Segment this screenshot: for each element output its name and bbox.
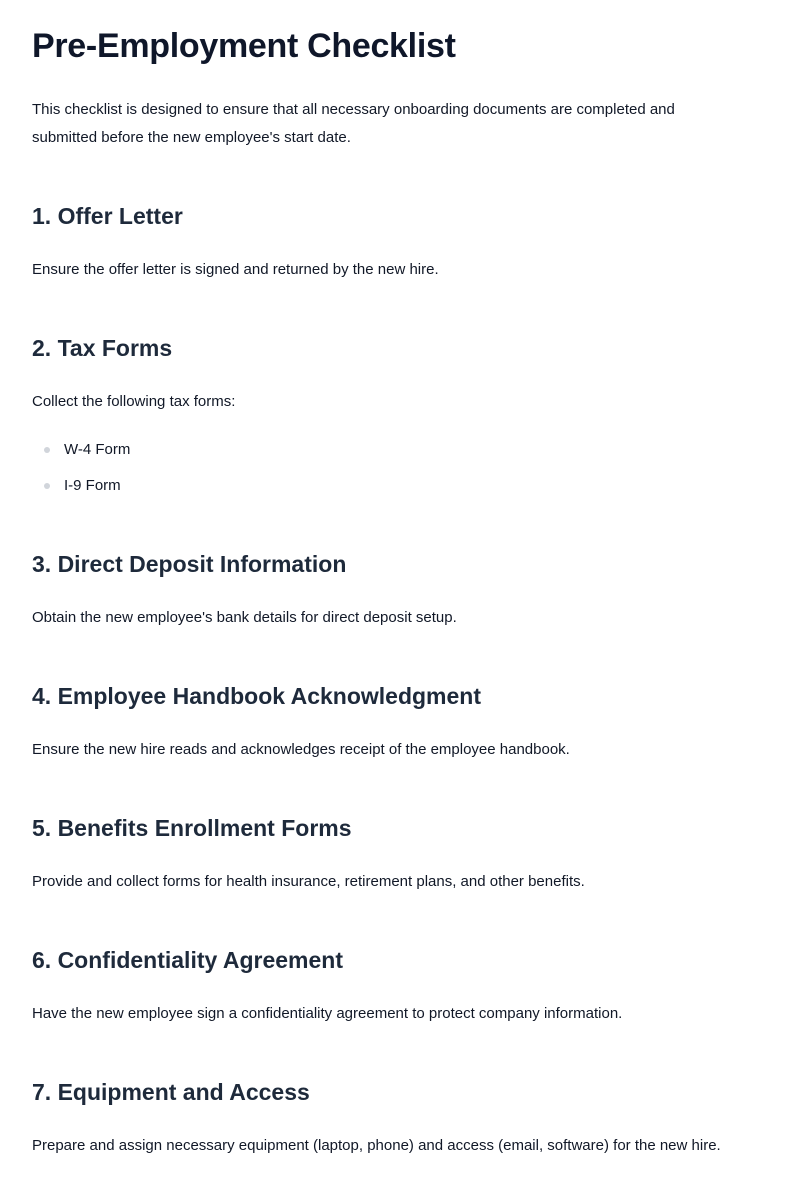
- section-heading-equipment: 7. Equipment and Access: [32, 1079, 310, 1105]
- section-text-confidentiality: Have the new employee sign a confidentiality agreement to protect company information.: [32, 1005, 623, 1022]
- section-heading-handbook: 4. Employee Handbook Acknowledgment: [32, 683, 482, 709]
- bullet-icon: [44, 447, 50, 453]
- section-heading-confidentiality: 6. Confidentiality Agreement: [32, 947, 343, 973]
- section-text-equipment: Prepare and assign necessary equipment (laptop, phone) and access (email, software) for the new hire.: [32, 1137, 721, 1154]
- section-text-tax-forms: Collect the following tax forms:: [32, 393, 236, 410]
- list-item-label: W-4 Form: [64, 441, 131, 458]
- section-heading-tax-forms: 2. Tax Forms: [32, 335, 173, 361]
- page-title: Pre-Employment Checklist: [32, 27, 456, 65]
- tax-forms-list: [32, 438, 130, 510]
- section-text-handbook: Ensure the new hire reads and acknowledges receipt of the employee handbook.: [32, 741, 570, 758]
- list-item-label: I-9 Form: [64, 477, 121, 494]
- section-text-direct-deposit: Obtain the new employee's bank details for direct deposit setup.: [32, 609, 457, 626]
- section-heading-direct-deposit: 3. Direct Deposit Information: [32, 551, 347, 577]
- bullet-icon: [44, 483, 50, 489]
- section-heading-benefits: 5. Benefits Enrollment Forms: [32, 815, 352, 841]
- section-text-offer-letter: Ensure the offer letter is signed and returned by the new hire.: [32, 261, 439, 278]
- intro-paragraph: This checklist is designed to ensure that all necessary onboarding documents are completed and submitted before the new employee's start date.: [32, 101, 675, 146]
- section-heading-offer-letter: 1. Offer Letter: [32, 203, 183, 229]
- list-item: [32, 438, 130, 474]
- section-text-benefits: Provide and collect forms for health insurance, retirement plans, and other benefits.: [32, 873, 585, 890]
- list-item: [32, 474, 130, 510]
